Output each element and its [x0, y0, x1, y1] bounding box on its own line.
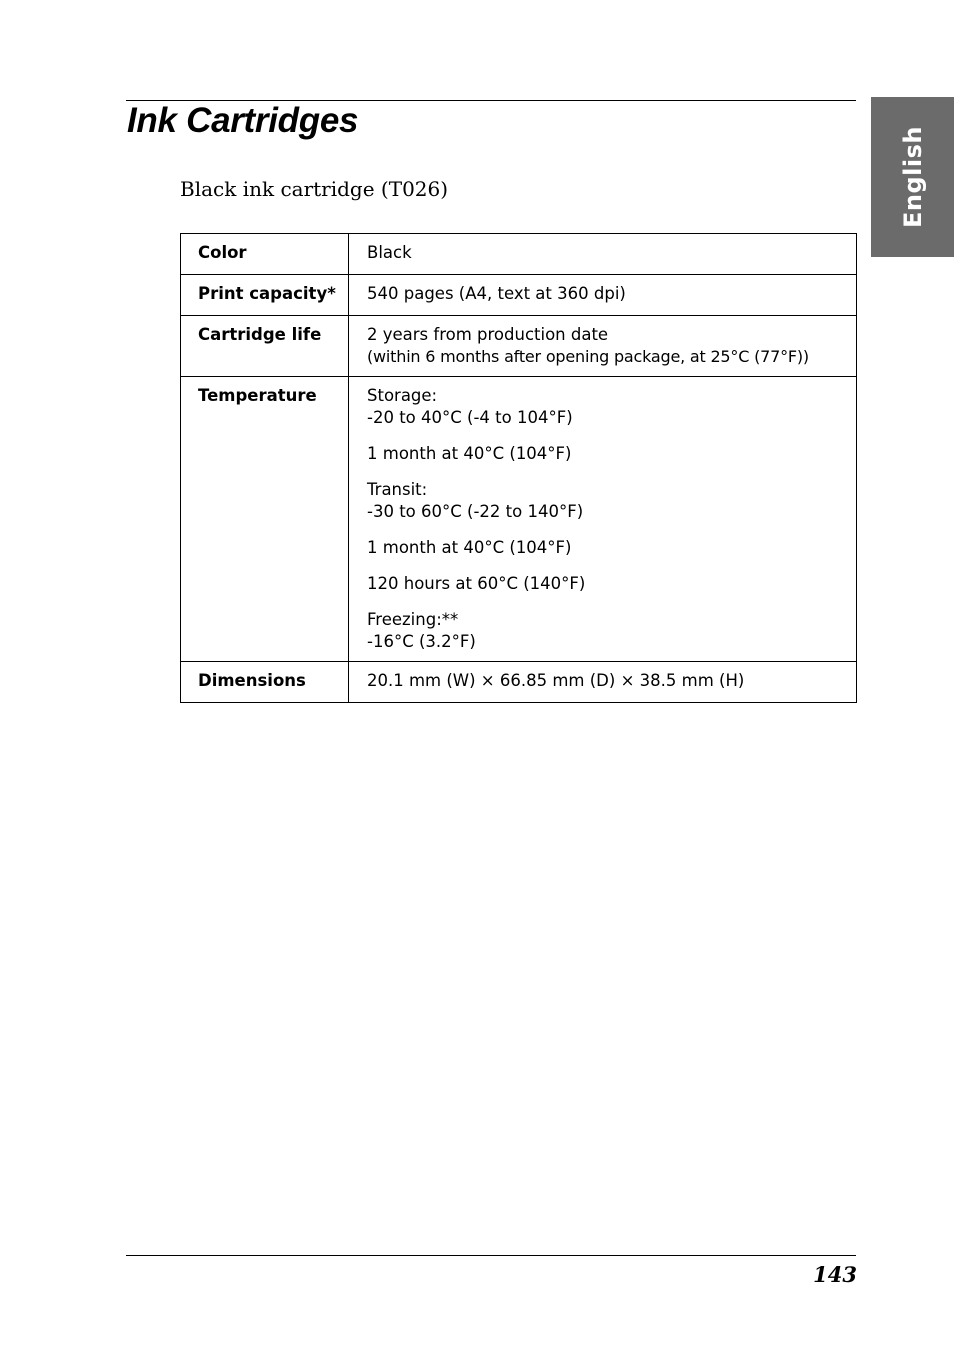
value-paragraph	[367, 324, 848, 368]
language-tab	[871, 97, 954, 257]
value-paragraph	[367, 443, 848, 465]
spec-table	[180, 233, 857, 703]
table-row-dimensions	[181, 662, 857, 703]
page-number: 143	[813, 1262, 857, 1287]
value-paragraph	[367, 242, 848, 264]
value-paragraph	[367, 283, 848, 305]
table-row-print-capacity	[181, 275, 857, 316]
value-paragraph	[367, 479, 848, 523]
row-label: Temperature	[181, 377, 349, 662]
value-paragraph	[367, 537, 848, 559]
value-line: Transit:	[367, 480, 428, 499]
value-line: 120 hours at 60°C (140°F)	[367, 574, 586, 593]
value-line: Freezing:**	[367, 610, 459, 629]
row-label: Dimensions	[181, 662, 349, 703]
section-heading: Black ink cartridge (T026)	[180, 177, 449, 201]
table-row-temperature	[181, 377, 857, 662]
page-title: Ink Cartridges	[127, 101, 359, 140]
table-row-color	[181, 234, 857, 275]
value-line: -20 to 40°C (-4 to 104°F)	[367, 408, 573, 427]
value-paragraph	[367, 573, 848, 595]
row-label: Color	[181, 234, 349, 275]
value-line: Black	[367, 243, 412, 262]
footer-rule	[126, 1255, 856, 1256]
value-paragraph	[367, 670, 848, 692]
value-paragraph	[367, 385, 848, 429]
value-line: 540 pages (A4, text at 360 dpi)	[367, 284, 626, 303]
value-line: 1 month at 40°C (104°F)	[367, 444, 572, 463]
value-line: -16°C (3.2°F)	[367, 632, 476, 651]
row-value	[349, 316, 857, 377]
value-line: 2 years from production date	[367, 325, 609, 344]
table-row-cartridge-life	[181, 316, 857, 377]
value-paragraph	[367, 609, 848, 653]
row-value	[349, 275, 857, 316]
row-label: Cartridge life	[181, 316, 349, 377]
row-value	[349, 377, 857, 662]
row-value	[349, 234, 857, 275]
row-label: Print capacity*	[181, 275, 349, 316]
value-line: -30 to 60°C (-22 to 140°F)	[367, 502, 584, 521]
value-line: 20.1 mm (W) × 66.85 mm (D) × 38.5 mm (H)	[367, 671, 745, 690]
value-line: 1 month at 40°C (104°F)	[367, 538, 572, 557]
value-line: (within 6 months after opening package, at 25°C (77°F))	[367, 347, 809, 366]
language-tab-label: English	[898, 126, 927, 228]
row-value	[349, 662, 857, 703]
value-line: Storage:	[367, 386, 438, 405]
